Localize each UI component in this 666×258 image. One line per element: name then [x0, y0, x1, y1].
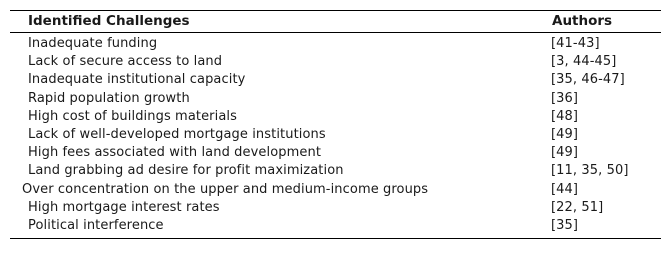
authors-cell: [49] [551, 145, 579, 161]
table-row [10, 35, 661, 53]
table-row [10, 108, 661, 126]
table-row [10, 90, 661, 108]
authors-cell: [35] [551, 217, 579, 233]
challenge-cell: High cost of buildings materials [28, 108, 237, 124]
table-row [10, 181, 661, 199]
table-row [10, 162, 661, 180]
authors-cell: [49] [551, 126, 579, 142]
header-identified-challenges: Identified Challenges [28, 13, 190, 29]
authors-cell: [44] [551, 181, 579, 197]
challenge-cell: Lack of secure access to land [28, 54, 223, 70]
table-header-row [10, 11, 661, 32]
challenge-cell: Over concentration on the upper and medium-income groups [22, 181, 429, 197]
header-authors: Authors [552, 13, 613, 29]
authors-cell: [41-43] [551, 36, 600, 51]
table-row [10, 53, 661, 71]
challenge-cell: Rapid population growth [28, 90, 190, 106]
challenge-cell: High mortgage interest rates [28, 199, 220, 215]
authors-cell: [48] [551, 108, 579, 124]
challenge-cell: High fees associated with land development [28, 145, 322, 161]
challenge-cell: Inadequate funding [28, 36, 158, 51]
table-row [10, 217, 661, 235]
challenge-cell: Lack of well-developed mortgage institutions [28, 126, 326, 142]
table-row [10, 144, 661, 162]
table-row [10, 71, 661, 89]
authors-cell: [36] [551, 90, 579, 106]
authors-cell: [22, 51] [551, 199, 604, 215]
challenges-table [10, 10, 661, 239]
authors-cell: [35, 46-47] [551, 72, 625, 88]
table-bottom-rule [10, 238, 661, 239]
table-row [10, 199, 661, 217]
table-row [10, 126, 661, 144]
table-body [10, 33, 661, 238]
authors-cell: [3, 44-45] [551, 54, 617, 70]
challenge-cell: Inadequate institutional capacity [28, 72, 246, 88]
challenge-cell: Political interference [28, 217, 164, 233]
challenge-cell: Land grabbing ad desire for profit maximization [28, 163, 344, 179]
authors-cell: [11, 35, 50] [551, 163, 629, 179]
